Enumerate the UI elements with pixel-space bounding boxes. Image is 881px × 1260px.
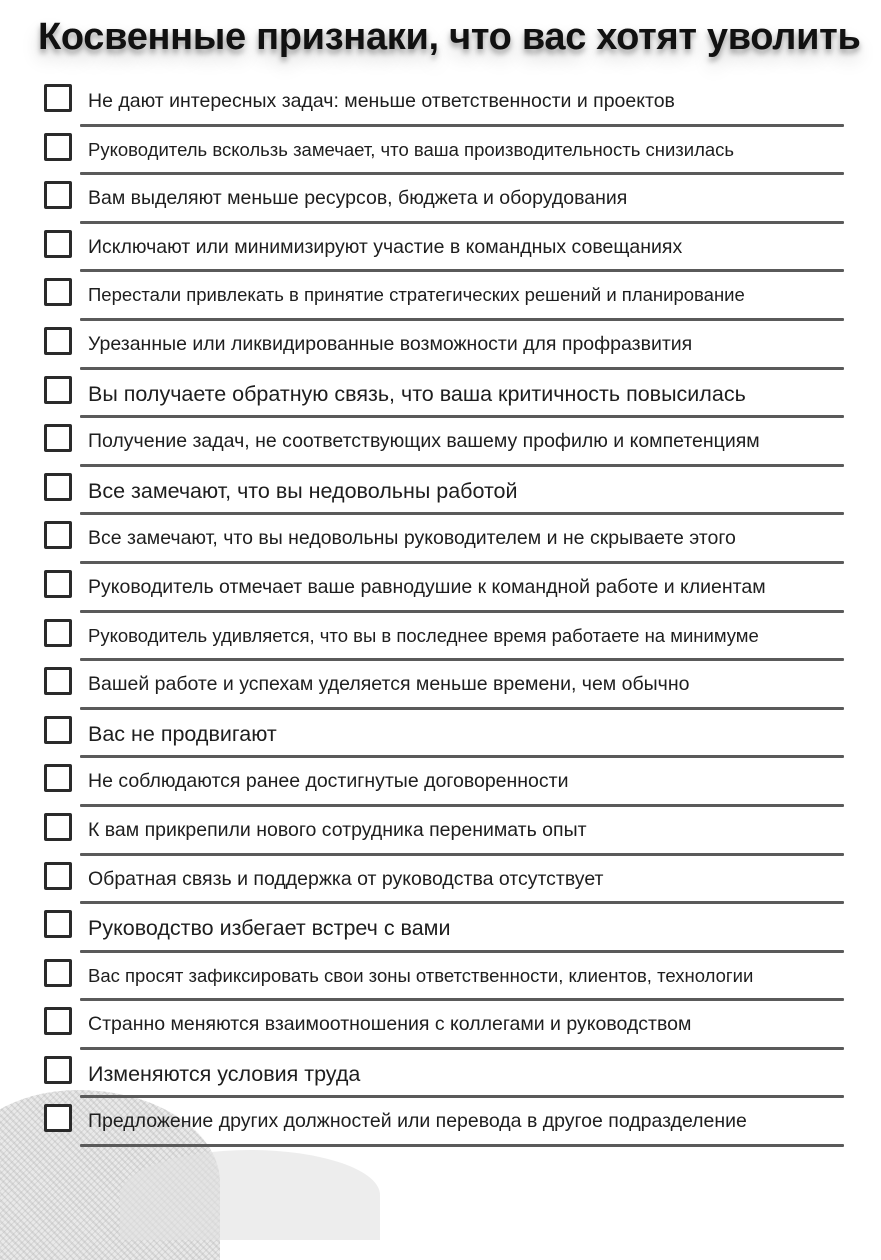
item-label: Все замечают, что вы недовольны руководителем и не скрываете этого [88, 527, 736, 550]
item-label: Вам выделяют меньше ресурсов, бюджета и оборудования [88, 187, 628, 210]
list-item [42, 856, 842, 905]
checkbox[interactable] [44, 230, 72, 258]
checkbox[interactable] [44, 764, 72, 792]
item-label: Руководство избегает встреч с вами [88, 916, 451, 941]
list-item [42, 1050, 842, 1099]
page-title: Косвенные признаки, что вас хотят уволить [38, 16, 861, 58]
item-label: Руководитель отмечает ваше равнодушие к командной работе и клиентам [88, 575, 766, 598]
item-label: Вас просят зафиксировать свои зоны ответственности, клиентов, технологии [88, 964, 754, 986]
item-label: Вы получаете обратную связь, что ваша критичность повысилась [88, 381, 746, 406]
item-label: Все замечают, что вы недовольны работой [88, 478, 518, 503]
item-label: Исключают или минимизируют участие в командных совещаниях [88, 235, 683, 258]
list-item [42, 1098, 842, 1147]
list-item [42, 515, 842, 564]
item-label: Не дают интересных задач: меньше ответственности и проектов [88, 90, 675, 112]
list-item [42, 127, 842, 176]
item-label: Урезанные или ликвидированные возможности для профразвития [88, 332, 693, 355]
checkbox[interactable] [44, 1056, 72, 1084]
checkbox[interactable] [44, 716, 72, 744]
list-item [42, 78, 842, 127]
list-item [42, 370, 842, 419]
list-item [42, 321, 842, 370]
checkbox[interactable] [44, 84, 72, 112]
list-item [42, 710, 842, 759]
list-item [42, 564, 842, 613]
checkbox[interactable] [44, 619, 72, 647]
underline [80, 1144, 844, 1147]
list-item [42, 467, 842, 516]
checkbox[interactable] [44, 424, 72, 452]
list-item [42, 1001, 842, 1050]
list-item [42, 175, 842, 224]
checkbox[interactable] [44, 133, 72, 161]
checkbox[interactable] [44, 570, 72, 598]
list-item [42, 272, 842, 321]
item-label: К вам прикрепили нового сотрудника перенимать опыт [88, 818, 587, 841]
item-label: Вас не продвигают [88, 721, 277, 746]
list-item [42, 953, 842, 1002]
checkbox[interactable] [44, 813, 72, 841]
checkbox[interactable] [44, 862, 72, 890]
item-label: Руководитель удивляется, что вы в последнее время работаете на минимуме [88, 624, 759, 646]
checkbox[interactable] [44, 667, 72, 695]
checkbox[interactable] [44, 376, 72, 404]
checkbox[interactable] [44, 327, 72, 355]
list-item [42, 758, 842, 807]
checkbox[interactable] [44, 278, 72, 306]
item-label: Предложение других должностей или перевода в другое подразделение [88, 1110, 747, 1133]
checkbox[interactable] [44, 521, 72, 549]
checkbox[interactable] [44, 959, 72, 987]
checklist [42, 78, 842, 1148]
checkbox[interactable] [44, 910, 72, 938]
list-item [42, 418, 842, 467]
item-label: Вашей работе и успехам уделяется меньше времени, чем обычно [88, 673, 690, 696]
checkbox[interactable] [44, 473, 72, 501]
list-item [42, 613, 842, 662]
item-label: Странно меняются взаимоотношения с коллегами и руководством [88, 1013, 692, 1036]
checkbox[interactable] [44, 181, 72, 209]
checkbox[interactable] [44, 1104, 72, 1132]
item-label: Руководитель вскользь замечает, что ваша производительность снизилась [88, 138, 735, 160]
list-item [42, 904, 842, 953]
item-label: Перестали привлекать в принятие стратегических решений и планирование [88, 284, 745, 306]
list-item [42, 224, 842, 273]
list-item [42, 661, 842, 710]
corner-texture-shade [120, 1150, 380, 1240]
item-label: Получение задач, не соответствующих вашему профилю и компетенциям [88, 430, 760, 453]
item-label: Не соблюдаются ранее достигнутые договоренности [88, 770, 569, 793]
item-label: Обратная связь и поддержка от руководства отсутствует [88, 867, 604, 890]
item-label: Изменяются условия труда [88, 1061, 361, 1086]
checkbox[interactable] [44, 1007, 72, 1035]
list-item [42, 807, 842, 856]
